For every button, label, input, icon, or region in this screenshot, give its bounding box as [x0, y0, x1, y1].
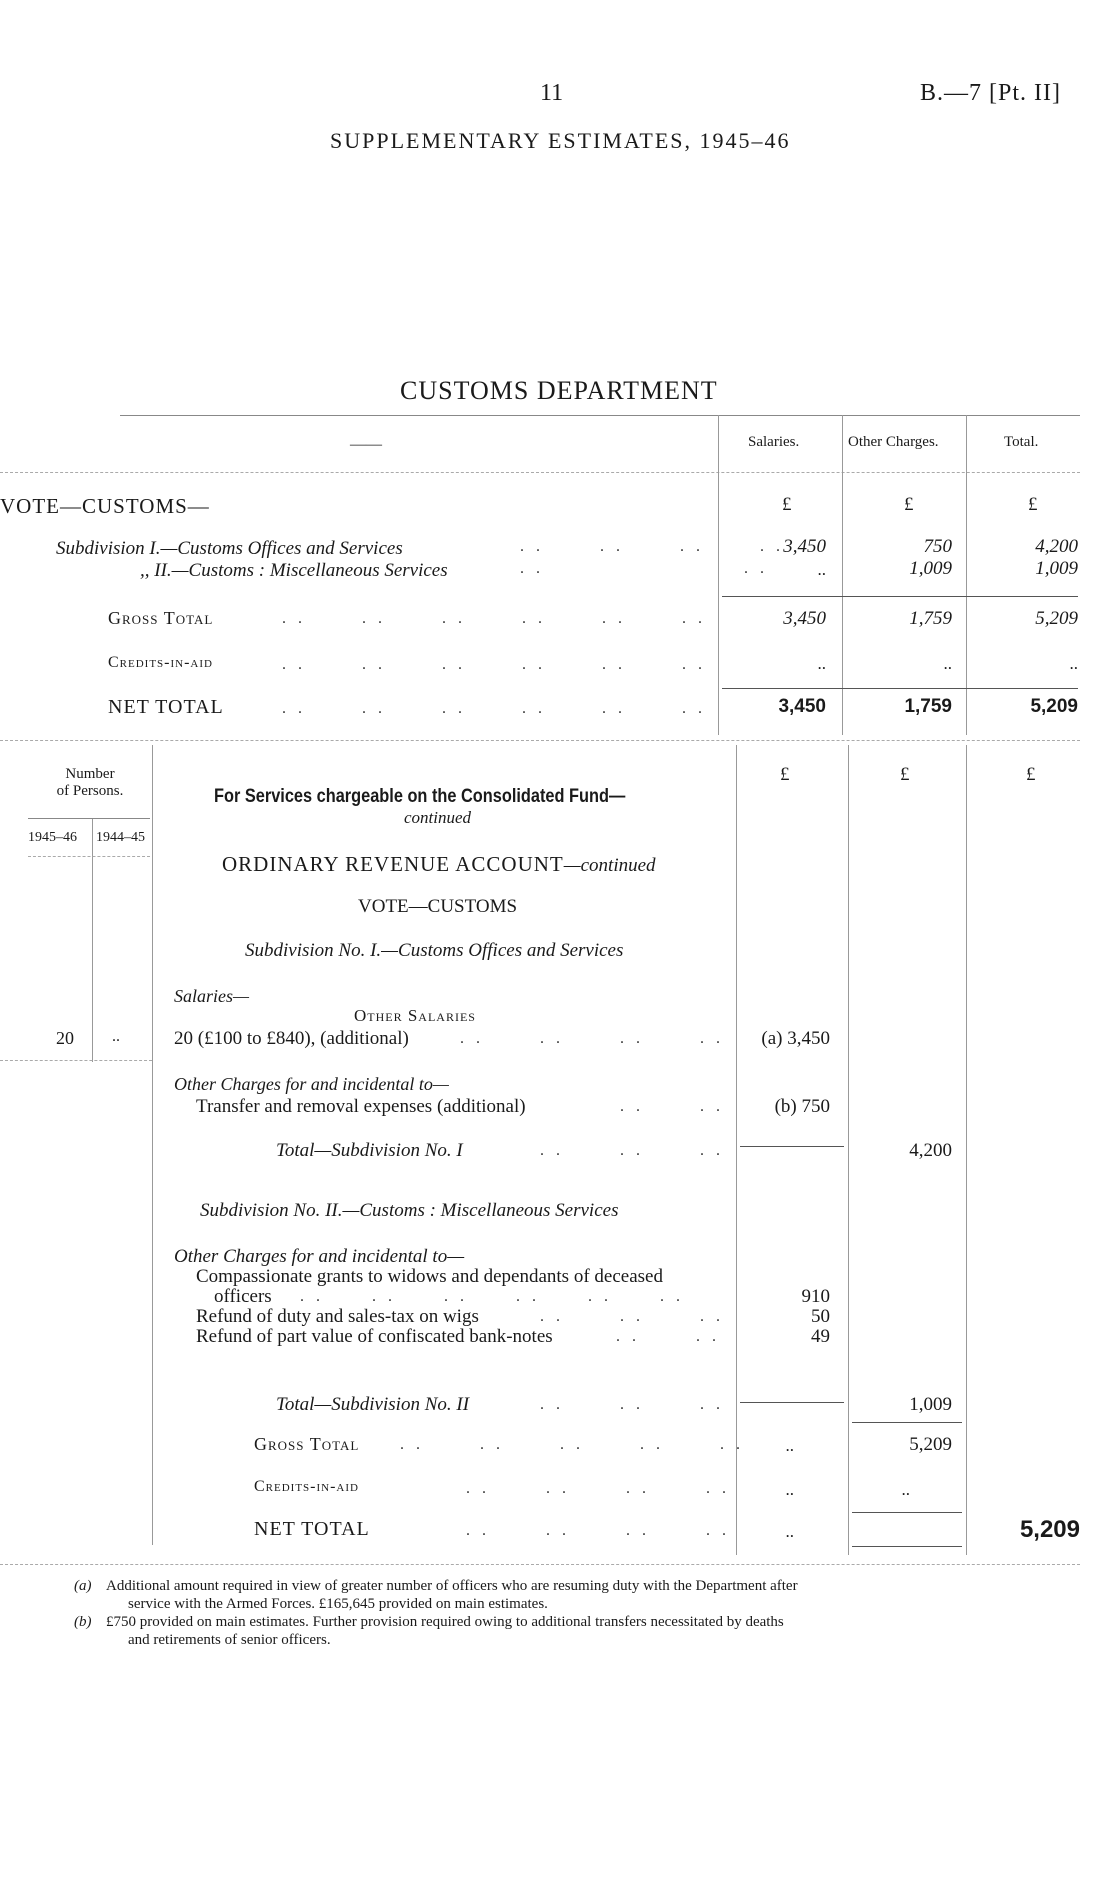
transfer-line-amount: (b) 750 [774, 1096, 830, 1117]
detail-credits-other: .. [901, 1480, 910, 1499]
currency-total: £ [1028, 494, 1038, 515]
fund-heading: For Services chargeable on the Consolidated Fund— [214, 786, 626, 807]
summary-col-divider-3 [966, 415, 967, 735]
refund-duty-text: Refund of duty and sales-tax on wigs [196, 1306, 479, 1327]
credits-other: .. [943, 654, 952, 673]
persons-1944-value: .. [112, 1028, 120, 1045]
currency-other: £ [904, 494, 914, 515]
detail-divider-total [966, 745, 967, 1555]
sub2-total-amount: 1,009 [909, 1394, 952, 1415]
subtotal-rule [722, 596, 1078, 597]
detail-net-rule-under [852, 1546, 962, 1547]
footnote-b-line-1: £750 provided on main estimates. Further provision required owing to additional transfers necessitated by deaths [106, 1614, 784, 1630]
refund-duty-amount: 50 [811, 1306, 830, 1327]
persons-header: Number of Persons. [56, 766, 124, 799]
summary-bottom-rule [0, 740, 1080, 741]
other-salaries-label: Other Salaries [354, 1006, 476, 1025]
sub1-total-amount: 4,200 [909, 1140, 952, 1161]
persons-year-divider [92, 818, 93, 1062]
sub2-total-rule [740, 1402, 844, 1403]
compassionate-amount: 910 [801, 1286, 830, 1307]
detail-net-total-label: NET TOTAL [254, 1518, 370, 1540]
persons-1945-value: 20 [56, 1028, 74, 1048]
net-rule [722, 688, 1078, 689]
leader-dots: . . . . . . . . . . [400, 1436, 744, 1453]
credits-salaries: .. [817, 654, 826, 673]
account-heading-text: ORDINARY REVENUE ACCOUNT [222, 852, 564, 876]
account-heading-continued: —continued [563, 855, 656, 876]
credits-total: .. [1069, 654, 1078, 673]
net-total-label: NET TOTAL [108, 696, 224, 718]
page-title: SUPPLEMENTARY ESTIMATES, 1945–46 [330, 128, 791, 153]
salary-line-text: 20 (£100 to £840), (additional) [174, 1028, 409, 1049]
salary-row-rule [0, 1060, 152, 1061]
leader-dots: . . . . . . . . [460, 1030, 724, 1047]
sub1-total-label: Total—Subdivision No. I [276, 1140, 463, 1161]
leader-dots: . . . . . . . . [520, 538, 784, 555]
detail-net-salaries: .. [785, 1522, 794, 1541]
summary-row-other: 1,009 [909, 558, 952, 579]
sub2-total-label: Total—Subdivision No. II [276, 1394, 470, 1415]
leader-dots: . . . . . . . . . . . . [282, 656, 706, 673]
year-1945-46: 1945–46 [28, 830, 77, 845]
summary-row-salaries: 3,450 [783, 536, 826, 557]
detail-currency-total: £ [1026, 764, 1036, 785]
leader-dots: . . . . [520, 560, 768, 577]
detail-net-rule [852, 1512, 962, 1513]
footnote-b-line-2: and retirements of senior officers. [128, 1632, 331, 1648]
persons-header-rule [28, 818, 150, 819]
summary-col-divider-2 [842, 415, 843, 735]
detail-gross-rule [852, 1422, 962, 1423]
footnote-b-mark: (b) [74, 1614, 92, 1630]
department-heading: CUSTOMS DEPARTMENT [400, 376, 718, 405]
other-charges-label: Other Charges for and incidental to— [174, 1074, 449, 1094]
detail-divider-salaries [736, 745, 737, 1555]
total-column-header: Total. [1004, 434, 1039, 450]
leader-dots: . . . . . . . . . . . . [300, 1288, 684, 1305]
page-number: 11 [540, 80, 564, 106]
leader-dots: . . . . . . . . . . . . [282, 700, 706, 717]
detail-credits-label: Credits-in-aid [254, 1478, 359, 1495]
gross-total-other: 1,759 [909, 608, 952, 629]
detail-gross-salaries: .. [785, 1436, 794, 1455]
detail-gross-other: 5,209 [909, 1434, 952, 1455]
summary-row-total: 4,200 [1035, 536, 1078, 557]
salaries-column-header: Salaries. [748, 434, 800, 450]
detail-bottom-rule [0, 1564, 1080, 1565]
net-total-total: 5,209 [1030, 696, 1078, 717]
detail-credits-salaries: .. [785, 1480, 794, 1499]
summary-row-other: 750 [923, 536, 952, 557]
leader-dots: . . . . . . . . . . . . [282, 610, 706, 627]
other-charges-label-2: Other Charges for and incidental to— [174, 1246, 465, 1267]
currency-salaries: £ [782, 494, 792, 515]
vote-label: VOTE—CUSTOMS— [0, 494, 210, 518]
gross-total-salaries: 3,450 [783, 608, 826, 629]
detail-divider-other [848, 745, 849, 1555]
document-reference: B.—7 [Pt. II] [920, 80, 1061, 106]
detail-currency-other: £ [900, 764, 910, 785]
detail-net-total: 5,209 [1019, 1516, 1080, 1543]
sub1-total-rule [740, 1146, 844, 1147]
summary-row-salaries: .. [817, 560, 826, 579]
footnote-a-line-2: service with the Armed Forces. £165,645 provided on main estimates. [128, 1596, 548, 1612]
detail-currency-salaries: £ [780, 764, 790, 785]
gross-total-total: 5,209 [1035, 608, 1078, 629]
leader-dots: . . . . . . [540, 1142, 724, 1159]
summary-row-total: 1,009 [1035, 558, 1078, 579]
net-total-other: 1,759 [904, 696, 952, 717]
vote-heading: VOTE—CUSTOMS [358, 896, 518, 917]
account-heading [222, 852, 656, 877]
net-total-salaries: 3,450 [778, 696, 826, 717]
credits-in-aid-label: Credits-in-aid [108, 654, 213, 671]
refund-notes-text: Refund of part value of confiscated bank-notes [196, 1326, 553, 1347]
detail-divider-left [152, 745, 153, 1545]
persons-year-rule [28, 856, 150, 857]
summary-row-label: ,, II.—Customs : Miscellaneous Services [140, 560, 448, 581]
leader-dots: . . . . . . [540, 1308, 724, 1325]
leader-dots: . . . . [616, 1328, 720, 1345]
leader-dots: . . . . . . . . [466, 1480, 730, 1497]
subdivision-2-heading: Subdivision No. II.—Customs : Miscellaneous Services [200, 1200, 619, 1221]
salaries-label: Salaries— [174, 986, 250, 1006]
fund-continued: continued [404, 808, 472, 827]
transfer-line-text: Transfer and removal expenses (additional) [196, 1096, 526, 1117]
summary-header-rule [0, 472, 1080, 473]
other-charges-column-header: Other Charges. [848, 434, 939, 450]
compassionate-line-1: Compassionate grants to widows and dependants of deceased [196, 1266, 663, 1287]
salary-line-amount: (a) 3,450 [761, 1028, 830, 1049]
gross-total-label: Gross Total [108, 608, 214, 628]
leader-dots: . . . . . . [540, 1396, 724, 1413]
summary-row-label: Subdivision I.—Customs Offices and Services [56, 538, 403, 559]
subdivision-1-heading: Subdivision No. I.—Customs Offices and Services [245, 940, 624, 961]
year-1944-45: 1944–45 [96, 830, 145, 845]
refund-notes-amount: 49 [811, 1326, 830, 1347]
summary-desc-header: —— [350, 436, 382, 453]
compassionate-line-2: officers [214, 1286, 272, 1307]
footnote-a-mark: (a) [74, 1578, 92, 1594]
leader-dots: . . . . [620, 1098, 724, 1115]
summary-top-rule [120, 415, 1080, 416]
leader-dots: . . . . . . . . [466, 1522, 730, 1539]
footnote-a-line-1: Additional amount required in view of greater number of officers who are resuming duty with the Department after [106, 1578, 798, 1594]
detail-gross-total-label: Gross Total [254, 1434, 360, 1454]
